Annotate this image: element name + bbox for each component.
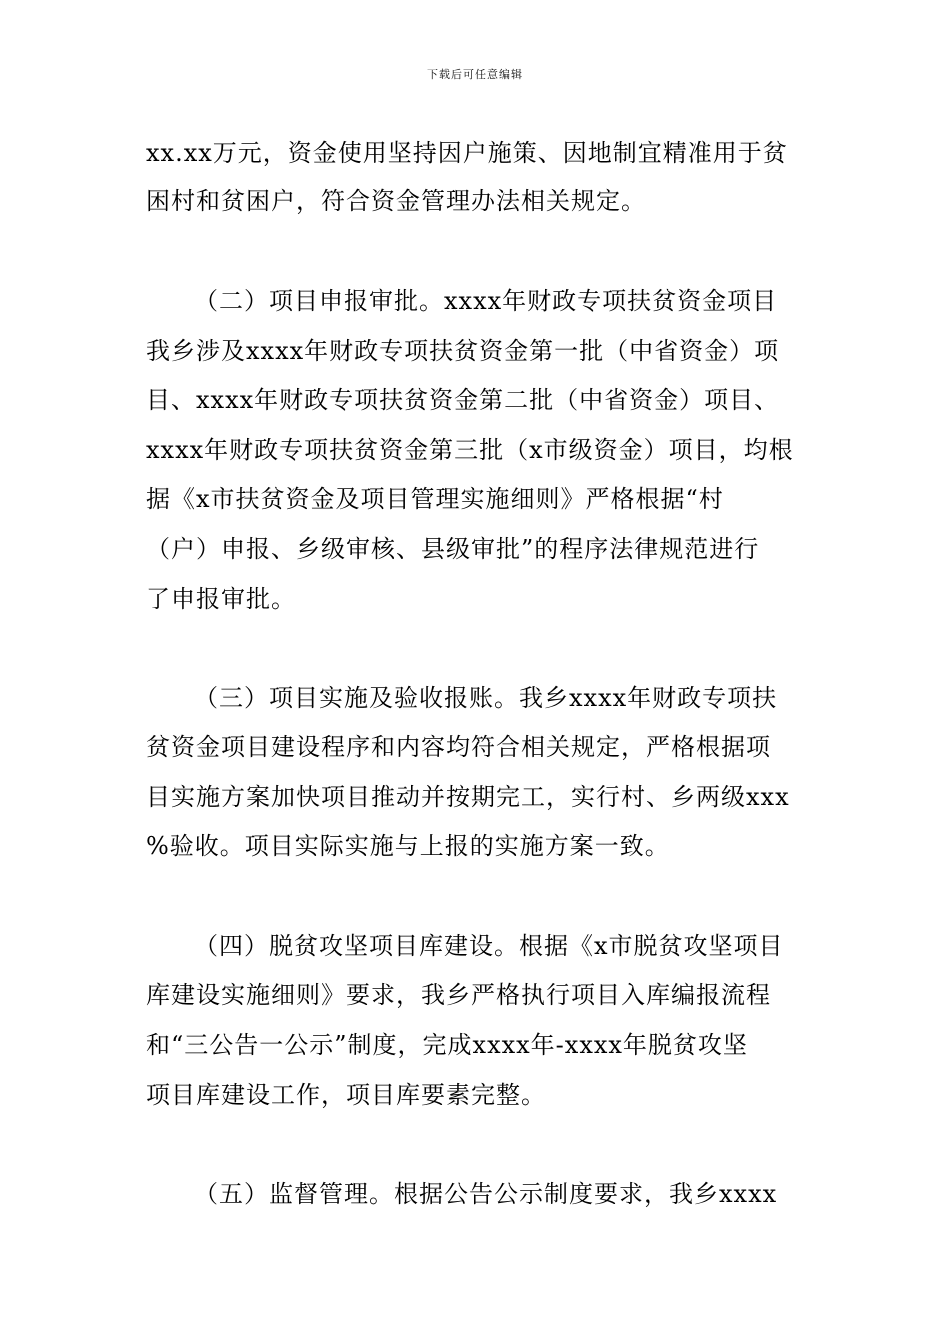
body-line: 据《x市扶贫资金及项目管理实施细则》严格根据“村: [146, 485, 724, 513]
body-line: 贫资金项目建设程序和内容均符合相关规定，严格根据项: [146, 733, 771, 761]
body-line: （四）脱贫攻坚项目库建设。根据《x市脱贫攻坚项目: [194, 932, 784, 960]
body-line: 困村和贫困户，符合资金管理办法相关规定。: [146, 187, 646, 215]
body-line: 目、xxxx年财政专项扶贫资金第二批（中省资金）项目、: [146, 386, 780, 414]
page-header: 下载后可任意编辑: [427, 68, 523, 81]
body-line: xxxx年财政专项扶贫资金第三批（x市级资金）项目，均根: [146, 436, 794, 464]
body-line: 我乡涉及xxxx年财政专项扶贫资金第一批（中省资金）项: [146, 337, 780, 365]
body-line: 了申报审批。: [146, 585, 296, 613]
body-line: %验收。项目实际实施与上报的实施方案一致。: [146, 832, 670, 860]
body-line: 和“三公告一公示”制度，完成xxxx年-xxxx年脱贫攻坚: [146, 1031, 748, 1059]
body-line: xx.xx万元，资金使用坚持因户施策、因地制宜精准用于贫: [146, 139, 788, 167]
body-line: （户）申报、乡级审核、县级审批”的程序法律规范进行: [146, 535, 760, 563]
body-line: 目实施方案加快项目推动并按期完工，实行村、乡两级xxx: [146, 783, 790, 811]
body-line: （五）监督管理。根据公告公示制度要求，我乡xxxx: [194, 1180, 778, 1208]
body-line: （三）项目实施及验收报账。我乡xxxx年财政专项扶: [194, 684, 778, 712]
body-line: 库建设实施细则》要求，我乡严格执行项目入库编报流程: [146, 981, 771, 1009]
body-line: （二）项目申报审批。xxxx年财政专项扶贫资金项目: [194, 287, 778, 315]
body-line: 项目库建设工作，项目库要素完整。: [146, 1081, 546, 1109]
